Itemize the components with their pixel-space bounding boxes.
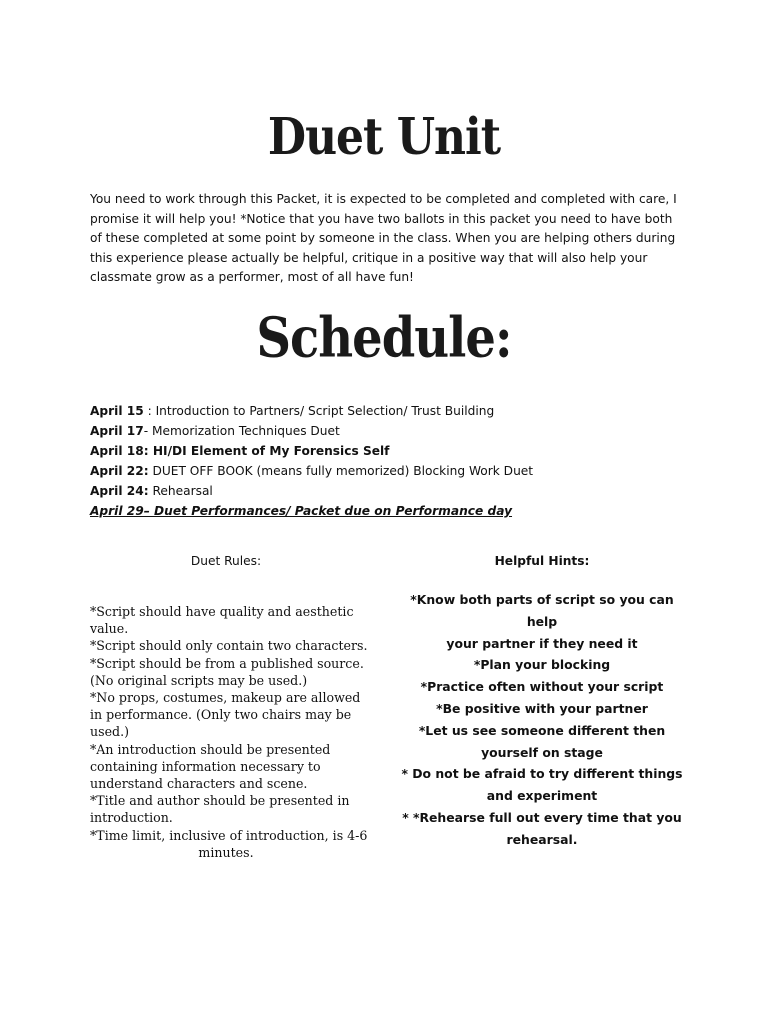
rule-line: introduction. <box>90 810 173 826</box>
schedule-item: April 15 : Introduction to Partners/ Script Selection/ Trust Building <box>90 404 495 418</box>
helpful-hints-heading: Helpful Hints: <box>494 554 590 568</box>
hint-line: and experiment <box>486 788 598 804</box>
hint-line: rehearsal. <box>506 831 578 847</box>
schedule-item: April 24: Rehearsal <box>90 484 213 498</box>
rule-line: used.) <box>90 724 130 740</box>
schedule-heading: Schedule: <box>256 305 512 371</box>
rule-line: *Script should have quality and aesthetic <box>90 604 354 619</box>
rule-line: in performance. (Only two chairs may be <box>90 707 352 723</box>
rule-line: *Script should only contain two characters. <box>90 638 368 654</box>
rule-line: *No props, costumes, makeup are allowed <box>90 690 361 706</box>
rule-line: value. <box>90 621 129 637</box>
hint-line: * *Rehearse full out every time that you <box>402 809 682 825</box>
hint-line: *Be positive with your partner <box>436 700 648 716</box>
schedule-item: April 17- Memorization Techniques Duet <box>90 424 340 438</box>
hint-line: * Do not be afraid to try different things <box>401 766 683 782</box>
hint-line: *Plan your blocking <box>473 657 611 673</box>
document-title: Duet Unit <box>267 108 501 167</box>
schedule-list <box>90 401 690 521</box>
hint-line: *Know both parts of script so you can help <box>410 592 674 629</box>
rule-line: *Script should be from a published source. <box>90 655 364 671</box>
helpful-hints-list <box>395 589 689 851</box>
schedule-item: April 18: HI/DI Element of My Forensics Self <box>90 444 390 458</box>
rule-line: *An introduction should be presented <box>90 741 331 757</box>
rule-line: *Time limit, inclusive of introduction, is 4-6 <box>90 827 368 843</box>
intro-paragraph: You need to work through this Packet, it is expected to be completed and completed with care, I promise it will help you! *Notice that you have two ballots in this packet you need to have both of these completed at some point by someone in the class. When you are helping others during this experience please actually be helpful, critique in a positive way that will also help your classmate grow as a performer, most of all have fun! <box>90 192 677 285</box>
rule-line: understand characters and scene. <box>90 776 308 792</box>
rule-line: (No original scripts may be used.) <box>90 672 308 688</box>
hint-line: *Practice often without your script <box>420 679 664 695</box>
hint-line: *Let us see someone different then <box>418 722 666 738</box>
schedule-item-performance: April 29– Duet Performances/ Packet due on Performance day <box>90 504 513 518</box>
hint-line: your partner if they need it <box>446 635 638 651</box>
rule-line: containing information necessary to <box>90 758 321 774</box>
duet-rules-heading: Duet Rules: <box>190 554 262 568</box>
schedule-item: April 22: DUET OFF BOOK (means fully memorized) Blocking Work Duet <box>90 464 534 478</box>
duet-rules-list <box>90 603 380 861</box>
hint-line: yourself on stage <box>481 744 603 760</box>
rule-line: *Title and author should be presented in <box>90 793 350 809</box>
rule-line: minutes. <box>198 844 254 860</box>
